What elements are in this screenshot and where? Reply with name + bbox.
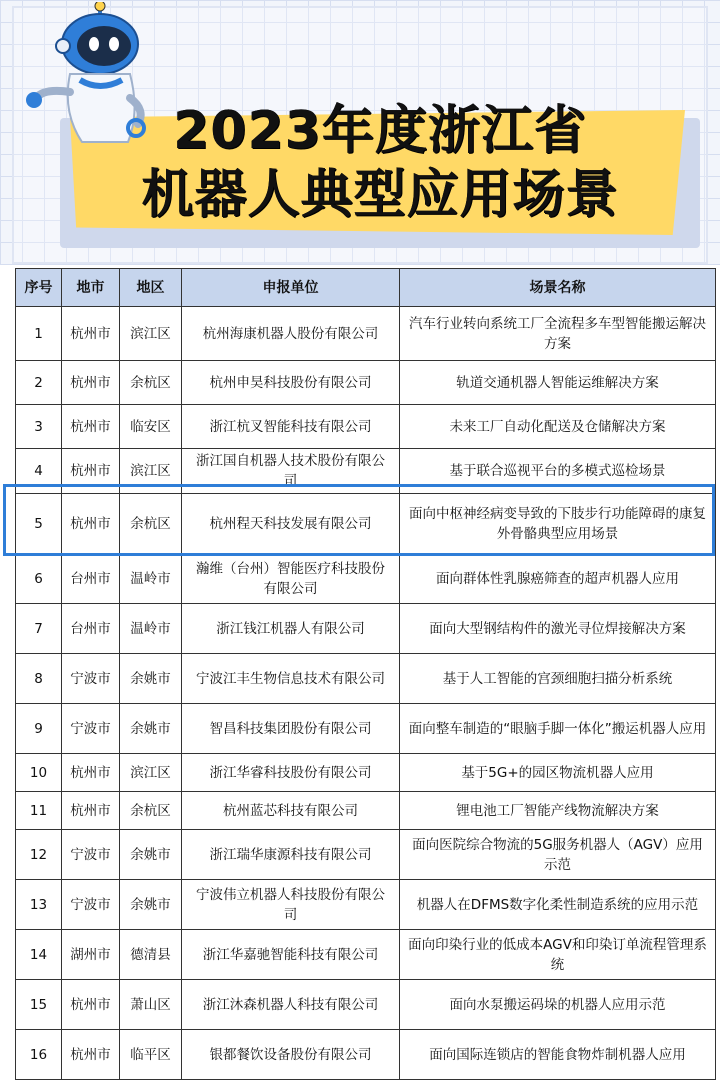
cell-city: 杭州市	[62, 405, 120, 449]
cell-scene: 面向大型钢结构件的激光寻位焊接解决方案	[400, 604, 716, 654]
col-header-no: 序号	[16, 269, 62, 307]
cell-district: 临平区	[120, 1030, 182, 1080]
cell-district: 余杭区	[120, 792, 182, 830]
table-row	[16, 980, 716, 1030]
cell-company: 宁波伟立机器人科技股份有限公司	[182, 880, 400, 930]
cell-no: 1	[16, 307, 62, 361]
cell-no: 12	[16, 830, 62, 880]
cell-company: 浙江钱江机器人有限公司	[182, 604, 400, 654]
cell-scene: 未来工厂自动化配送及仓储解决方案	[400, 405, 716, 449]
cell-district: 滨江区	[120, 754, 182, 792]
cell-no: 10	[16, 754, 62, 792]
table-row	[16, 449, 716, 494]
banner-header	[0, 0, 720, 265]
cell-district: 余姚市	[120, 880, 182, 930]
cell-company: 杭州程天科技发展有限公司	[182, 494, 400, 554]
scene-table	[15, 268, 716, 1080]
cell-company: 银都餐饮设备股份有限公司	[182, 1030, 400, 1080]
cell-district: 萧山区	[120, 980, 182, 1030]
cell-city: 杭州市	[62, 754, 120, 792]
col-header-district: 地区	[120, 269, 182, 307]
cell-scene: 锂电池工厂智能产线物流解决方案	[400, 792, 716, 830]
cell-scene: 面向医院综合物流的5G服务机器人（AGV）应用示范	[400, 830, 716, 880]
cell-scene: 基于人工智能的宫颈细胞扫描分析系统	[400, 654, 716, 704]
cell-no: 7	[16, 604, 62, 654]
cell-scene: 汽车行业转向系统工厂全流程多车型智能搬运解决方案	[400, 307, 716, 361]
cell-no: 15	[16, 980, 62, 1030]
table-row	[16, 830, 716, 880]
cell-district: 余姚市	[120, 830, 182, 880]
cell-scene: 面向国际连锁店的智能食物炸制机器人应用	[400, 1030, 716, 1080]
cell-district: 余姚市	[120, 704, 182, 754]
table-row	[16, 307, 716, 361]
cell-company: 瀚维（台州）智能医疗科技股份有限公司	[182, 554, 400, 604]
cell-district: 余杭区	[120, 361, 182, 405]
table-row	[16, 704, 716, 754]
table-row	[16, 494, 716, 554]
table-header-row	[16, 269, 716, 307]
cell-city: 杭州市	[62, 449, 120, 494]
cell-scene: 面向整车制造的“眼脑手脚一体化”搬运机器人应用	[400, 704, 716, 754]
cell-no: 9	[16, 704, 62, 754]
table-row	[16, 604, 716, 654]
cell-city: 杭州市	[62, 307, 120, 361]
cell-company: 浙江国自机器人技术股份有限公司	[182, 449, 400, 494]
table-row	[16, 880, 716, 930]
cell-city: 台州市	[62, 604, 120, 654]
table-row	[16, 1030, 716, 1080]
cell-city: 宁波市	[62, 830, 120, 880]
cell-company: 浙江华睿科技股份有限公司	[182, 754, 400, 792]
cell-company: 杭州海康机器人股份有限公司	[182, 307, 400, 361]
title-line-1: 2023年度浙江省	[173, 101, 587, 161]
cell-company: 浙江沐森机器人科技有限公司	[182, 980, 400, 1030]
cell-district: 滨江区	[120, 307, 182, 361]
cell-city: 杭州市	[62, 980, 120, 1030]
cell-no: 2	[16, 361, 62, 405]
cell-company: 智昌科技集团股份有限公司	[182, 704, 400, 754]
table-row	[16, 792, 716, 830]
cell-district: 德清县	[120, 930, 182, 980]
cell-scene: 机器人在DFMS数字化柔性制造系统的应用示范	[400, 880, 716, 930]
cell-scene: 轨道交通机器人智能运维解决方案	[400, 361, 716, 405]
cell-no: 16	[16, 1030, 62, 1080]
col-header-scene: 场景名称	[400, 269, 716, 307]
cell-district: 温岭市	[120, 554, 182, 604]
cell-city: 台州市	[62, 554, 120, 604]
cell-district: 临安区	[120, 405, 182, 449]
cell-city: 宁波市	[62, 654, 120, 704]
cell-city: 杭州市	[62, 361, 120, 405]
cell-company: 浙江瑞华康源科技有限公司	[182, 830, 400, 880]
cell-no: 4	[16, 449, 62, 494]
cell-district: 余杭区	[120, 494, 182, 554]
cell-city: 杭州市	[62, 792, 120, 830]
table-row	[16, 554, 716, 604]
cell-company: 宁波江丰生物信息技术有限公司	[182, 654, 400, 704]
cell-scene: 面向印染行业的低成本AGV和印染订单流程管理系统	[400, 930, 716, 980]
cell-no: 14	[16, 930, 62, 980]
cell-scene: 面向群体性乳腺癌筛查的超声机器人应用	[400, 554, 716, 604]
page-title	[100, 100, 660, 228]
table-row	[16, 654, 716, 704]
col-header-city: 地市	[62, 269, 120, 307]
table-row	[16, 930, 716, 980]
cell-company: 杭州申昊科技股份有限公司	[182, 361, 400, 405]
col-header-company: 申报单位	[182, 269, 400, 307]
cell-scene: 基于5G+的园区物流机器人应用	[400, 754, 716, 792]
table-row	[16, 405, 716, 449]
cell-city: 宁波市	[62, 880, 120, 930]
cell-district: 滨江区	[120, 449, 182, 494]
cell-district: 温岭市	[120, 604, 182, 654]
cell-scene: 面向水泵搬运码垛的机器人应用示范	[400, 980, 716, 1030]
cell-city: 杭州市	[62, 494, 120, 554]
cell-no: 8	[16, 654, 62, 704]
cell-no: 6	[16, 554, 62, 604]
table-row	[16, 754, 716, 792]
cell-no: 3	[16, 405, 62, 449]
cell-city: 湖州市	[62, 930, 120, 980]
cell-no: 5	[16, 494, 62, 554]
robot-mascot-icon	[22, 2, 162, 152]
cell-city: 杭州市	[62, 1030, 120, 1080]
cell-city: 宁波市	[62, 704, 120, 754]
table-row	[16, 361, 716, 405]
cell-district: 余姚市	[120, 654, 182, 704]
cell-no: 11	[16, 792, 62, 830]
cell-scene: 基于联合巡视平台的多模式巡检场景	[400, 449, 716, 494]
cell-company: 浙江杭叉智能科技有限公司	[182, 405, 400, 449]
cell-scene: 面向中枢神经病变导致的下肢步行功能障碍的康复外骨骼典型应用场景	[400, 494, 716, 554]
cell-company: 杭州蓝芯科技有限公司	[182, 792, 400, 830]
cell-no: 13	[16, 880, 62, 930]
title-line-2: 机器人典型应用场景	[141, 165, 619, 225]
cell-company: 浙江华嘉驰智能科技有限公司	[182, 930, 400, 980]
